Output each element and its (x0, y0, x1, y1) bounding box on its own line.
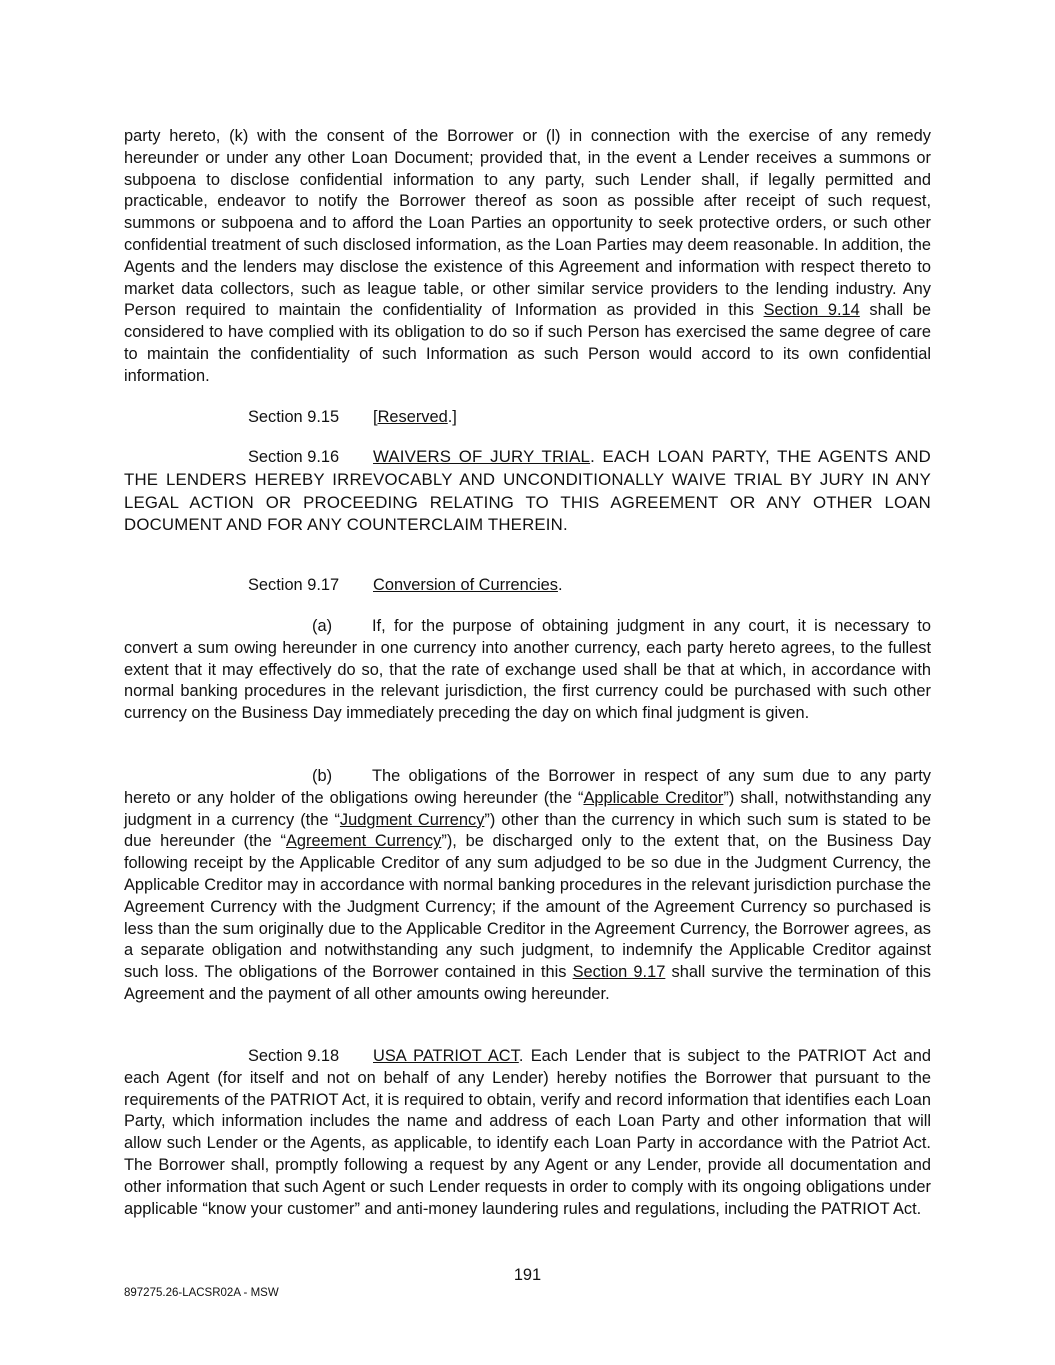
section-9-17-heading (124, 575, 931, 597)
clause-label: (b) (312, 767, 333, 785)
section-number: Section 9.17 (248, 576, 340, 594)
bracket: [ (373, 408, 378, 426)
clause-text: The obligations of the Borrower in respect of any sum due to any party hereto or any holder of the obligations owing hereunder (the “ (124, 767, 931, 807)
punctuation: . (557, 576, 563, 594)
section-title: Reserved (377, 408, 448, 426)
clause-text: If, for the purpose of obtaining judgment in any court, it is necessary to convert a sum owing hereunder in one currency into another currency, each party hereto agrees, to the fullest extent that it may effectively do so, that the rate of exchange used shall be that at which, in accordance with normal banking procedures in the relevant jurisdiction, the first currency could be purchased with such other currency on the Business Day immediately preceding the day on which final judgment is given. (124, 617, 931, 723)
clause-text: ”) other than the currency in which such sum is stated to be due hereunder (the “ (124, 810, 931, 851)
bracket: .] (447, 408, 457, 426)
document-id: 897275.26-LACSR02A - MSW (124, 1287, 279, 1299)
clause-a (124, 616, 931, 725)
section-number: Section 9.16 (248, 448, 340, 466)
section-9-18 (124, 1046, 931, 1220)
defined-term: Judgment Currency (339, 810, 485, 829)
clause-text: shall survive the termination of this Agreement and the payment of all other amounts owing hereunder. (124, 963, 932, 1003)
section-title: Conversion of Currencies (373, 576, 558, 594)
section-title: USA PATRIOT ACT (373, 1047, 519, 1065)
section-body: . EACH LOAN PARTY, THE AGENTS AND THE LENDERS HEREBY IRREVOCABLY AND UNCONDITIONALLY WAIVE TRIAL BY JURY IN ANY LEGAL ACTION OR PROCEEDING RELATING TO THIS AGREEMENT OR ANY OTHER LOAN DOCUMENT AND FOR ANY COUNTERCLAIM THEREIN. (124, 447, 932, 535)
section-body: . Each Lender that is subject to the PATRIOT Act and each Agent (for itself and not on behalf of any Lender) hereby notifies the Borrower that pursuant to the requirements of the PATRIOT Act, it is required to obtain, verify and record information that identifies each Loan Party, which information includes the name and address of each Loan Party and other information that will allow such Lender or the Agents, as applicable, to identify each Loan Party in accordance with the Patriot Act. The Borrower shall, promptly following a request by any Agent or any Lender, provide all documentation and other information that such Agent or such Lender requests in order to comply with its ongoing obligations under applicable “know your customer” and anti-money laundering rules and regulations, including the PATRIOT Act. (124, 1047, 931, 1218)
section-9-16 (124, 446, 931, 537)
section-number: Section 9.18 (248, 1047, 340, 1065)
section-number: Section 9.15 (248, 408, 340, 426)
paragraph-text: shall be considered to have complied with its obligation to do so if such Person has exercised the same degree of care to maintain the confidentiality of such Information as such Person would accord to its own confidential information. (124, 301, 931, 385)
defined-term: Agreement Currency (285, 832, 442, 851)
section-9-15 (124, 407, 931, 429)
clause-text: ”) shall, notwithstanding any judgment in a currency (the “ (124, 788, 932, 829)
clause-label: (a) (312, 617, 333, 635)
confidentiality-paragraph (124, 126, 931, 388)
section-reference: Section 9.17 (572, 963, 666, 982)
clause-b (124, 766, 931, 1006)
paragraph-text: party hereto, (k) with the consent of the Borrower or (l) in connection with the exercise of any remedy hereunder or under any other Loan Document; provided that, in the event a Lender receives a summons or subpoena to disclose confidential information to any party, such Lender shall, if legally permitted and practicable, endeavor to notify the Borrower thereof as soon as possible after receipt of such request, summons or subpoena and to afford the Loan Parties an opportunity to seek protective orders, or such other confidential treatment of such disclosed information, as the Loan Parties may deem reasonable. In addition, the Agents and the lenders may disclose the existence of this Agreement and information with respect thereto to market data collectors, such as league table, or other similar service providers to the lending industry. Any Person required to maintain the confidentiality of Information as provided in this (124, 127, 931, 320)
defined-term: Applicable Creditor (583, 788, 724, 807)
section-title: WAIVERS OF JURY TRIAL (373, 447, 591, 466)
section-reference: Section 9.14 (763, 301, 860, 320)
page-number: 191 (513, 1266, 542, 1284)
clause-text: ”), be discharged only to the extent that, on the Business Day following receipt by the Applicable Creditor of any sum adjudged to be so due in the Judgment Currency, the Applicable Creditor may in accordance with normal banking procedures in the relevant jurisdiction purchase the Agreement Currency with the Judgment Currency; if the amount of the Agreement Currency so purchased is less than the sum originally due to the Applicable Creditor in the Agreement Currency, the Borrower agrees, as a separate obligation and notwithstanding any such judgment, to indemnify the Applicable Creditor against such loss. The obligations of the Borrower contained in this (124, 832, 932, 982)
